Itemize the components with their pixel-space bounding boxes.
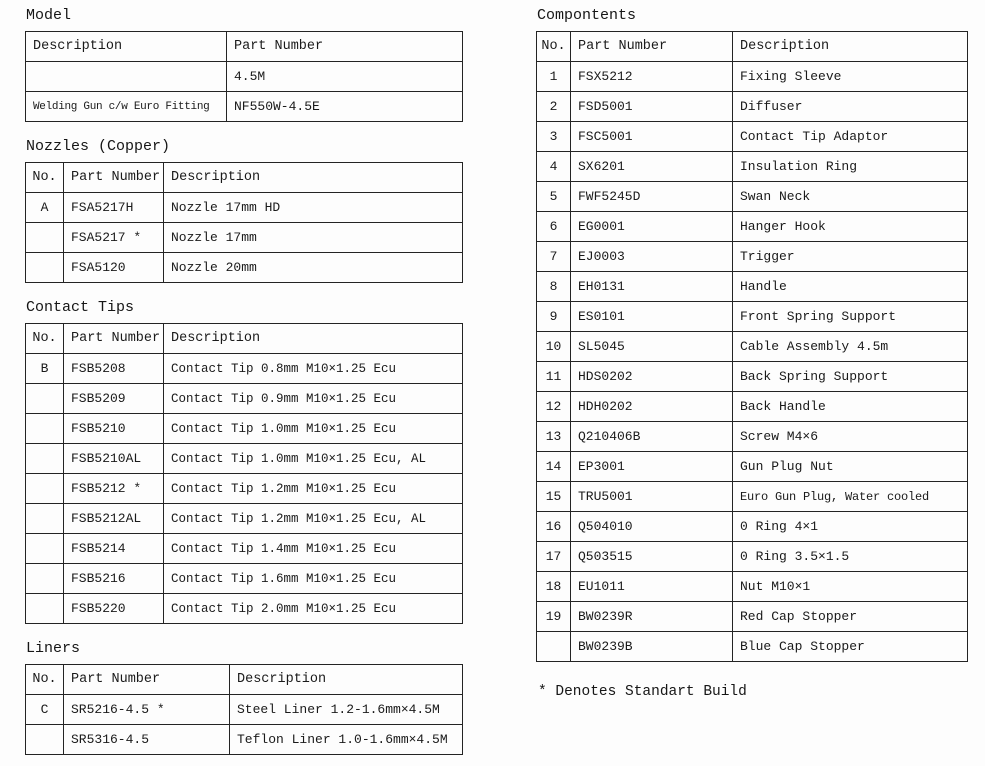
table-cell: Contact Tip 0.8mm M10×1.25 Ecu [164, 354, 463, 384]
column-header: Part Number [571, 32, 733, 62]
table-row [537, 512, 968, 542]
table-cell: Back Spring Support [733, 362, 968, 392]
table-cell: HDS0202 [571, 362, 733, 392]
table-cell [26, 534, 64, 564]
table-row [26, 92, 463, 122]
table-cell: SL5045 [571, 332, 733, 362]
nozzles-section [25, 138, 462, 283]
table-cell [26, 223, 64, 253]
liners-title: Liners [26, 640, 81, 657]
table-cell: 3 [537, 122, 571, 152]
column-header: No. [537, 32, 571, 62]
table-cell: Contact Tip Adaptor [733, 122, 968, 152]
table-cell: BW0239R [571, 602, 733, 632]
table-cell: Contact Tip 1.2mm M10×1.25 Ecu [164, 474, 463, 504]
table-cell: FSD5001 [571, 92, 733, 122]
nozzles-title: Nozzles (Copper) [26, 138, 171, 155]
table-cell: 14 [537, 452, 571, 482]
table-cell: 4.5M [227, 62, 463, 92]
table-row [26, 444, 463, 474]
table-cell [26, 725, 64, 755]
table-row [26, 504, 463, 534]
liners-table [25, 664, 463, 755]
table-row [26, 474, 463, 504]
table-cell: 18 [537, 572, 571, 602]
header-row [26, 665, 463, 695]
table-row [537, 422, 968, 452]
table-cell: Contact Tip 1.4mm M10×1.25 Ecu [164, 534, 463, 564]
table-cell [26, 474, 64, 504]
table-cell: EU1011 [571, 572, 733, 602]
table-row [537, 602, 968, 632]
table-cell: FSB5214 [64, 534, 164, 564]
components-table [536, 31, 968, 662]
table-cell: B [26, 354, 64, 384]
table-cell: BW0239B [571, 632, 733, 662]
table-cell: Hanger Hook [733, 212, 968, 242]
table-cell: Nozzle 17mm [164, 223, 463, 253]
table-cell: C [26, 695, 64, 725]
liners-section [25, 640, 462, 755]
table-cell [26, 253, 64, 283]
table-row [26, 384, 463, 414]
table-row [537, 542, 968, 572]
table-cell: FSB5220 [64, 594, 164, 624]
table-cell: 10 [537, 332, 571, 362]
table-cell: 19 [537, 602, 571, 632]
table-row [26, 253, 463, 283]
table-row [26, 223, 463, 253]
column-header: Part Number [227, 32, 463, 62]
column-header: Description [164, 163, 463, 193]
table-cell: FSB5210AL [64, 444, 164, 474]
table-cell: EH0131 [571, 272, 733, 302]
table-cell: 7 [537, 242, 571, 272]
components-title: Compontents [537, 7, 637, 24]
table-cell: Trigger [733, 242, 968, 272]
table-cell: 13 [537, 422, 571, 452]
table-cell: Nut M10×1 [733, 572, 968, 602]
table-cell: FSA5120 [64, 253, 164, 283]
standard-build-footnote: * Denotes Standart Build [538, 684, 747, 700]
table-row [537, 122, 968, 152]
table-cell: Contact Tip 1.0mm M10×1.25 Ecu [164, 414, 463, 444]
table-cell: NF550W-4.5E [227, 92, 463, 122]
table-row [26, 193, 463, 223]
table-cell: EJ0003 [571, 242, 733, 272]
table-cell: Diffuser [733, 92, 968, 122]
table-cell: 11 [537, 362, 571, 392]
column-header: Description [164, 324, 463, 354]
table-row [537, 62, 968, 92]
table-row [537, 632, 968, 662]
table-cell: SR5316-4.5 [64, 725, 230, 755]
column-header: Part Number [64, 324, 164, 354]
contact-tips-section [25, 299, 462, 624]
table-cell: Teflon Liner 1.0-1.6mm×4.5M [230, 725, 463, 755]
table-cell [26, 384, 64, 414]
model-section [25, 7, 462, 122]
table-row [537, 152, 968, 182]
table-row [537, 392, 968, 422]
model-table [25, 31, 463, 122]
table-cell: 8 [537, 272, 571, 302]
table-cell: Steel Liner 1.2-1.6mm×4.5M [230, 695, 463, 725]
table-cell: Insulation Ring [733, 152, 968, 182]
table-cell: Nozzle 20mm [164, 253, 463, 283]
table-row [26, 354, 463, 384]
table-cell [26, 594, 64, 624]
table-cell: 0 Ring 3.5×1.5 [733, 542, 968, 572]
table-cell: Q503515 [571, 542, 733, 572]
header-row [26, 324, 463, 354]
header-row [537, 32, 968, 62]
table-cell: Euro Gun Plug, Water cooled [733, 482, 968, 512]
table-cell: FSB5208 [64, 354, 164, 384]
table-cell [26, 444, 64, 474]
table-cell: 17 [537, 542, 571, 572]
table-row [26, 695, 463, 725]
table-cell: Swan Neck [733, 182, 968, 212]
table-row [537, 482, 968, 512]
table-cell: EG0001 [571, 212, 733, 242]
table-cell: Red Cap Stopper [733, 602, 968, 632]
table-cell [537, 632, 571, 662]
table-cell: 4 [537, 152, 571, 182]
table-row [26, 594, 463, 624]
table-cell: FSC5001 [571, 122, 733, 152]
table-cell [26, 62, 227, 92]
table-cell: 2 [537, 92, 571, 122]
table-row [26, 564, 463, 594]
table-cell: Cable Assembly 4.5m [733, 332, 968, 362]
table-cell: Contact Tip 1.6mm M10×1.25 Ecu [164, 564, 463, 594]
left-column [25, 7, 462, 766]
table-cell: Gun Plug Nut [733, 452, 968, 482]
model-title: Model [26, 7, 72, 24]
table-cell: ES0101 [571, 302, 733, 332]
table-cell: 6 [537, 212, 571, 242]
table-cell: FSB5210 [64, 414, 164, 444]
header-row [26, 32, 463, 62]
table-cell: Q504010 [571, 512, 733, 542]
right-column [536, 7, 967, 700]
column-header: Part Number [64, 163, 164, 193]
table-row [537, 272, 968, 302]
column-header: Description [230, 665, 463, 695]
table-cell: Nozzle 17mm HD [164, 193, 463, 223]
table-cell: 9 [537, 302, 571, 332]
table-cell: 12 [537, 392, 571, 422]
table-cell: FSA5217 * [64, 223, 164, 253]
table-cell: Contact Tip 1.2mm M10×1.25 Ecu, AL [164, 504, 463, 534]
table-cell: A [26, 193, 64, 223]
table-cell: Screw M4×6 [733, 422, 968, 452]
table-cell: Front Spring Support [733, 302, 968, 332]
contact-tips-title: Contact Tips [26, 299, 135, 316]
table-cell: Back Handle [733, 392, 968, 422]
table-cell: 5 [537, 182, 571, 212]
table-row [537, 452, 968, 482]
column-header: No. [26, 324, 64, 354]
column-header: Description [733, 32, 968, 62]
table-cell: Contact Tip 2.0mm M10×1.25 Ecu [164, 594, 463, 624]
table-cell: Contact Tip 1.0mm M10×1.25 Ecu, AL [164, 444, 463, 474]
table-cell: TRU5001 [571, 482, 733, 512]
table-row [537, 302, 968, 332]
table-cell: FSB5212 * [64, 474, 164, 504]
header-row [26, 163, 463, 193]
table-cell: Blue Cap Stopper [733, 632, 968, 662]
table-cell: 1 [537, 62, 571, 92]
table-row [537, 572, 968, 602]
column-header: Part Number [64, 665, 230, 695]
table-cell: SR5216-4.5 * [64, 695, 230, 725]
table-cell: 15 [537, 482, 571, 512]
table-cell [26, 504, 64, 534]
table-cell: FSB5216 [64, 564, 164, 594]
table-cell [26, 564, 64, 594]
table-cell: EP3001 [571, 452, 733, 482]
table-cell: HDH0202 [571, 392, 733, 422]
column-header: Description [26, 32, 227, 62]
table-row [26, 725, 463, 755]
table-cell: FSA5217H [64, 193, 164, 223]
contact-tips-table [25, 323, 463, 624]
table-row [537, 332, 968, 362]
table-row [26, 534, 463, 564]
table-row [537, 242, 968, 272]
table-cell: Q210406B [571, 422, 733, 452]
column-header: No. [26, 665, 64, 695]
table-row [537, 212, 968, 242]
table-cell [26, 414, 64, 444]
table-cell: FSX5212 [571, 62, 733, 92]
nozzles-table [25, 162, 463, 283]
table-row [26, 414, 463, 444]
table-row [537, 362, 968, 392]
table-cell: SX6201 [571, 152, 733, 182]
table-row [26, 62, 463, 92]
table-cell: FSB5209 [64, 384, 164, 414]
components-section [536, 7, 967, 662]
table-cell: Welding Gun c/w Euro Fitting [26, 92, 227, 122]
table-cell: FSB5212AL [64, 504, 164, 534]
table-cell: Contact Tip 0.9mm M10×1.25 Ecu [164, 384, 463, 414]
table-cell: 16 [537, 512, 571, 542]
table-cell: 0 Ring 4×1 [733, 512, 968, 542]
table-row [537, 92, 968, 122]
column-header: No. [26, 163, 64, 193]
table-cell: Fixing Sleeve [733, 62, 968, 92]
table-cell: FWF5245D [571, 182, 733, 212]
table-cell: Handle [733, 272, 968, 302]
table-row [537, 182, 968, 212]
